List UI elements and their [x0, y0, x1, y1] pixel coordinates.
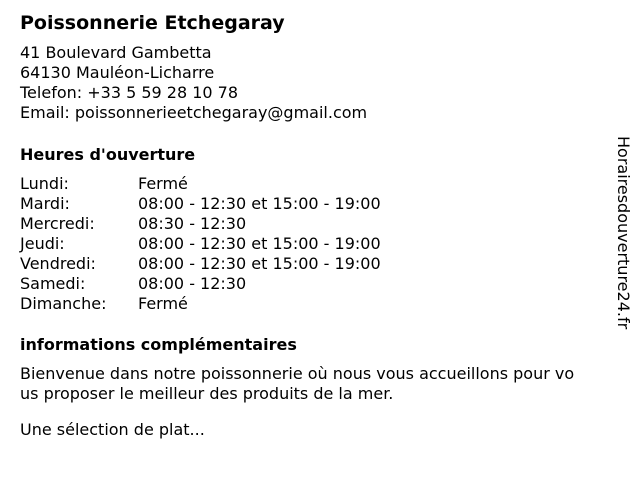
contact-block — [20, 43, 367, 123]
city-address: 64130 Mauléon-Licharre — [20, 63, 215, 82]
time-value: 08:00 - 12:30 et 15:00 - 19:00 — [138, 234, 381, 253]
day-label: Lundi: — [20, 174, 69, 193]
phone-number[interactable]: Telefon: +33 5 59 28 10 78 — [20, 83, 239, 102]
business-name: Poissonnerie Etchegaray — [20, 12, 285, 34]
day-label: Samedi: — [20, 274, 86, 293]
watermark-text: Horairesdouverture24.fr — [614, 136, 633, 330]
time-value: Fermé — [138, 174, 188, 193]
time-value: 08:00 - 12:30 — [138, 274, 247, 293]
time-value: Fermé — [138, 294, 188, 313]
street-address: 41 Boulevard Gambetta — [20, 43, 212, 62]
description-text — [20, 364, 620, 404]
description-line: us proposer le meilleur des produits de la mer. — [20, 384, 394, 403]
time-value: 08:00 - 12:30 et 15:00 - 19:00 — [138, 254, 381, 273]
description-line: Bienvenue dans notre poissonnerie où nous vous accueillons pour vo — [20, 364, 575, 383]
day-label: Vendredi: — [20, 254, 96, 273]
day-label: Mercredi: — [20, 214, 95, 233]
additional-info-heading: informations complémentaires — [20, 335, 297, 354]
day-label: Jeudi: — [20, 234, 65, 253]
description-more: Une sélection de plat... — [20, 420, 205, 439]
day-label: Dimanche: — [20, 294, 107, 313]
opening-hours-heading: Heures d'ouverture — [20, 145, 196, 164]
email-address[interactable]: Email: poissonnerieetchegaray@gmail.com — [20, 103, 368, 122]
day-label: Mardi: — [20, 194, 70, 213]
time-value: 08:00 - 12:30 et 15:00 - 19:00 — [138, 194, 381, 213]
site-watermark — [613, 136, 633, 346]
time-value: 08:30 - 12:30 — [138, 214, 247, 233]
